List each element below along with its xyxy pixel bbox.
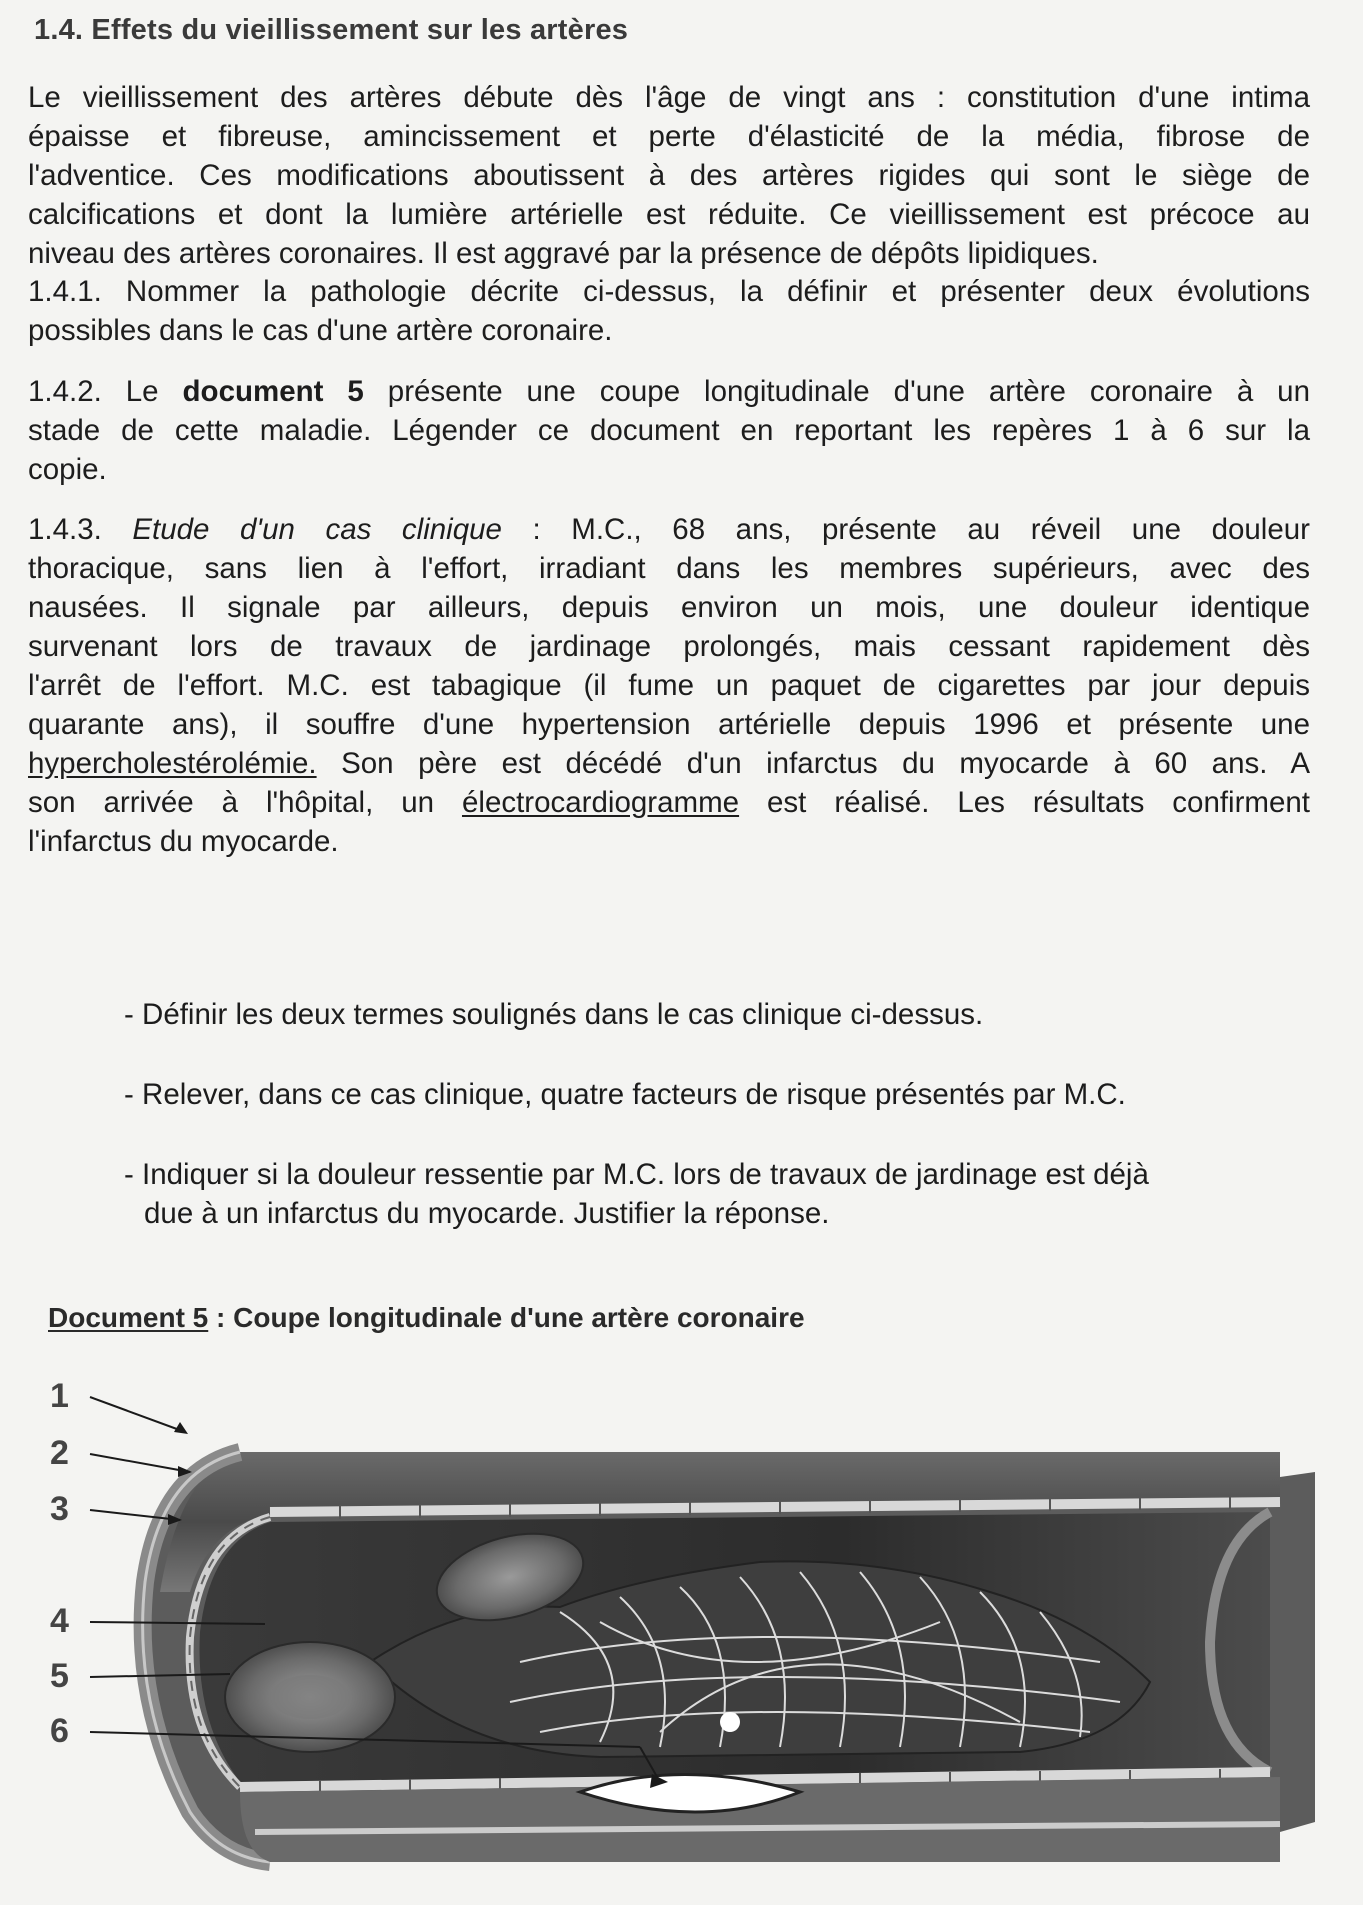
bullet-item — [124, 995, 1314, 1034]
document-5-title: Coupe longitudinale d'une artère coronaire — [233, 1302, 805, 1333]
section-heading: 1.4. Effets du vieillissement sur les artères — [34, 14, 629, 46]
q141-line: 1.4.1. Nommer la pathologie décrite ci-dessus, la définir et présenter deux évolutions — [28, 275, 1310, 308]
question-1-4-2 — [28, 372, 1310, 489]
bullet-item — [124, 1155, 1314, 1233]
document-5-label: Document 5 — [48, 1302, 209, 1333]
document-5-caption — [48, 1302, 805, 1334]
case-title: Etude d'un cas clinique — [132, 513, 502, 546]
marker-3: 3 — [50, 1490, 69, 1528]
q143-line8-pre: son arrivée à l'hôpital, un — [28, 786, 462, 819]
bullet-line: - Relever, dans ce cas clinique, quatre facteurs de risque présentés par M.C. — [124, 1078, 1126, 1111]
document-5-reference: document 5 — [182, 375, 364, 408]
marker-2: 2 — [50, 1434, 69, 1472]
red-blood-cell-center — [270, 1675, 350, 1719]
q143-line-2: thoracique, sans lien à l'effort, irradiant dans les membres supérieurs, avec des — [28, 552, 1310, 585]
question-1-4-1 — [28, 272, 1310, 350]
bullet-line: due à un infarctus du myocarde. Justifier la réponse. — [144, 1197, 830, 1230]
intro-line: Le vieillissement des artères débute dès l'âge de vingt ans : constitution d'une intima — [28, 81, 1310, 114]
q142-prefix: 1.4.2. Le — [28, 375, 183, 408]
q142-line-2: stade de cette maladie. Légender ce document en reportant les repères 1 à 6 sur la — [28, 414, 1310, 447]
marker-labels — [50, 1377, 69, 1750]
intro-line: calcifications et dont la lumière artérielle est réduite. Ce vieillissement est précoce au — [28, 198, 1310, 231]
q142-line-1 — [28, 372, 1310, 411]
coronary-artery-figure — [40, 1362, 1330, 1892]
q143-line-9: l'infarctus du myocarde. — [28, 825, 339, 858]
q143-line-4: survenant lors de travaux de jardinage prolongés, mais cessant rapidement dès — [28, 630, 1310, 663]
q143-line-6: quarante ans), il souffre d'une hypertension artérielle depuis 1996 et présente une — [28, 708, 1310, 741]
underlined-term-electrocardiogramme: électrocardiogramme — [461, 786, 740, 819]
intro-line: l'adventice. Ces modifications aboutissent à des artères rigides qui sont le siège de — [28, 159, 1310, 192]
q143-line1-rest: : M.C., 68 ans, présente au réveil une douleur — [501, 513, 1310, 546]
marker-5: 5 — [50, 1657, 69, 1695]
platelet-highlight — [720, 1712, 740, 1732]
q143-line-3: nausées. Il signale par ailleurs, depuis environ un mois, une douleur identique — [28, 591, 1310, 624]
q143-line-5: l'arrêt de l'effort. M.C. est tabagique (il fume un paquet de cigarettes par jour depuis — [28, 669, 1310, 702]
q143-line-7 — [28, 744, 1310, 783]
intro-line: épaisse et fibreuse, amincissement et perte d'élasticité de la média, fibrose de — [28, 120, 1310, 153]
bullet-line: - Définir les deux termes soulignés dans le cas clinique ci-dessus. — [124, 998, 984, 1031]
marker-6: 6 — [50, 1712, 69, 1750]
q141-line: possibles dans le cas d'une artère coronaire. — [28, 314, 613, 347]
document-5-separator: : — [208, 1302, 234, 1333]
underlined-term-hypercholesterolemie: hypercholestérolémie. — [28, 747, 317, 780]
q143-line8-post: est réalisé. Les résultats confirment — [739, 786, 1311, 819]
q143-line-1 — [28, 510, 1310, 549]
q142-line1-rest: présente une coupe longitudinale d'une artère coronaire à un — [363, 375, 1310, 408]
q143-line-8 — [28, 783, 1310, 822]
intro-line: niveau des artères coronaires. Il est aggravé par la présence de dépôts lipidiques. — [28, 237, 1099, 270]
question-1-4-3 — [28, 510, 1310, 861]
q143-number: 1.4.3. — [28, 513, 133, 546]
q142-line-3: copie. — [28, 453, 107, 486]
q143-line7-rest: Son père est décédé d'un infarctus du myocarde à 60 ans. A — [316, 747, 1310, 780]
intro-paragraph — [28, 78, 1310, 273]
marker-1: 1 — [50, 1377, 69, 1415]
bullet-item — [124, 1075, 1314, 1114]
artery-illustration — [40, 1362, 1330, 1892]
marker-4: 4 — [50, 1602, 69, 1640]
bullet-line: - Indiquer si la douleur ressentie par M.C. lors de travaux de jardinage est déjà — [124, 1158, 1149, 1191]
